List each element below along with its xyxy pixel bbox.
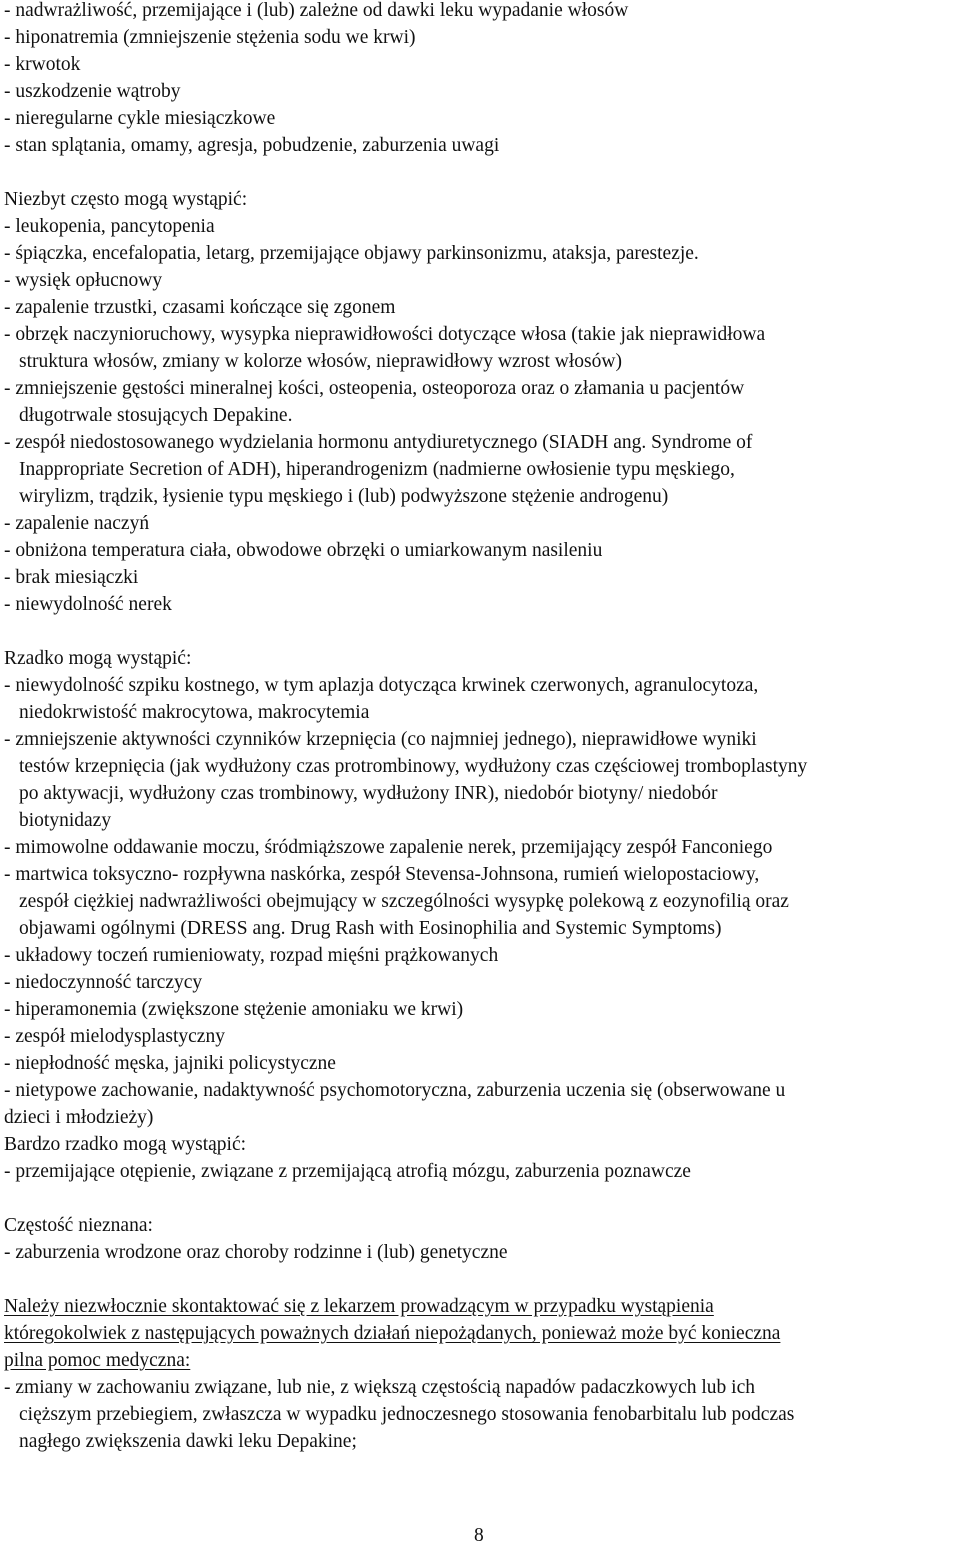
list-item: - zespół niedostosowanego wydzielania hormonu antydiuretycznego (SIADH ang. Syndrome of — [4, 432, 753, 453]
list-item: - śpiączka, encefalopatia, letarg, przemijające objawy parkinsonizmu, ataksja, parestezje. — [4, 243, 699, 264]
list-item-continuation: testów krzepnięcia (jak wydłużony czas protrombinowy, wydłużony czas częściowej tromboplastyny — [19, 756, 808, 777]
list-item: - hiperamonemia (zwiększone stężenie amoniaku we krwi) — [4, 999, 464, 1020]
list-item-continuation: długotrwale stosujących Depakine. — [19, 405, 293, 426]
list-item: - nietypowe zachowanie, nadaktywność psychomotoryczna, zaburzenia uczenia się (obserwowane u — [4, 1080, 786, 1101]
list-item-continuation: dzieci i młodzieży) — [4, 1107, 154, 1128]
list-item: - zespół mielodysplastyczny — [4, 1026, 225, 1047]
section-heading-rare: Rzadko mogą wystąpić: — [4, 648, 192, 669]
list-item: - wysięk opłucnowy — [4, 270, 163, 291]
warning-text: pilna pomoc medyczna: — [4, 1350, 191, 1371]
list-item: - zapalenie trzustki, czasami kończące się zgonem — [4, 297, 396, 318]
warning-text: któregokolwiek z następujących poważnych działań niepożądanych, ponieważ może być konieczna — [4, 1323, 781, 1344]
list-item-continuation: wirylizm, trądzik, łysienie typu męskiego i (lub) podwyższone stężenie androgenu) — [19, 486, 669, 507]
list-item: - niewydolność szpiku kostnego, w tym aplazja dotycząca krwinek czerwonych, agranulocytoza, — [4, 675, 759, 696]
list-item: - martwica toksyczno- rozpływna naskórka, zespół Stevensa-Johnsona, rumień wielopostaciowy, — [4, 864, 760, 885]
list-item-continuation: zespół ciężkiej nadwrażliwości obejmujący w szczególności wysypkę polekową z eozynofilią oraz — [19, 891, 789, 912]
list-item: - przemijające otępienie, związane z przemijającą atrofią mózgu, zaburzenia poznawcze — [4, 1161, 691, 1182]
list-item: - leukopenia, pancytopenia — [4, 216, 215, 237]
list-item-continuation: Inappropriate Secretion of ADH), hiperandrogenizm (nadmierne owłosienie typu męskiego, — [19, 459, 735, 480]
list-item: - nieregularne cykle miesiączkowe — [4, 108, 276, 129]
section-heading-very-rare: Bardzo rzadko mogą wystąpić: — [4, 1134, 247, 1155]
list-item: - hiponatremia (zmniejszenie stężenia sodu we krwi) — [4, 27, 416, 48]
section-heading-unknown: Częstość nieznana: — [4, 1215, 153, 1236]
list-item: - zaburzenia wrodzone oraz choroby rodzinne i (lub) genetyczne — [4, 1242, 508, 1263]
list-item: - uszkodzenie wątroby — [4, 81, 181, 102]
list-item: - brak miesiączki — [4, 567, 139, 588]
list-item: - stan splątania, omamy, agresja, pobudzenie, zaburzenia uwagi — [4, 135, 500, 156]
list-item: - niepłodność męska, jajniki policystyczne — [4, 1053, 336, 1074]
list-item: - zmniejszenie gęstości mineralnej kości, osteopenia, osteoporoza oraz o złamania u pacjentów — [4, 378, 745, 399]
list-item-continuation: niedokrwistość makrocytowa, makrocytemia — [19, 702, 370, 723]
list-item: - układowy toczeń rumieniowaty, rozpad mięśni prążkowanych — [4, 945, 499, 966]
list-item-continuation: struktura włosów, zmiany w kolorze włosów, nieprawidłowy wzrost włosów) — [19, 351, 622, 372]
list-item: - obniżona temperatura ciała, obwodowe obrzęki o umiarkowanym nasileniu — [4, 540, 603, 561]
list-item: - krwotok — [4, 54, 81, 75]
section-heading-uncommon: Niezbyt często mogą wystąpić: — [4, 189, 248, 210]
list-item: - nadwrażliwość, przemijające i (lub) zależne od dawki leku wypadanie włosów — [4, 0, 629, 21]
list-item: - mimowolne oddawanie moczu, śródmiąższowe zapalenie nerek, przemijający zespół Fanconiego — [4, 837, 773, 858]
list-item-continuation: cięższym przebiegiem, zwłaszcza w wypadku jednoczesnego stosowania fenobarbitalu lub podczas — [19, 1404, 795, 1425]
list-item-continuation: objawami ogólnymi (DRESS ang. Drug Rash with Eosinophilia and Systemic Symptoms) — [19, 918, 722, 939]
page-number: 8 — [474, 1525, 484, 1546]
list-item: - niewydolność nerek — [4, 594, 172, 615]
list-item: - zmniejszenie aktywności czynników krzepnięcia (co najmniej jednego), nieprawidłowe wyniki — [4, 729, 757, 750]
list-item-continuation: po aktywacji, wydłużony czas trombinowy, wydłużony INR), niedobór biotyny/ niedobór — [19, 783, 718, 804]
list-item: - zmiany w zachowaniu związane, lub nie, z większą częstością napadów padaczkowych lub ich — [4, 1377, 755, 1398]
warning-text: Należy niezwłocznie skontaktować się z lekarzem prowadzącym w przypadku wystąpienia — [4, 1296, 714, 1317]
list-item: - niedoczynność tarczycy — [4, 972, 203, 993]
list-item-continuation: nagłego zwiększenia dawki leku Depakine; — [19, 1431, 357, 1452]
list-item: - zapalenie naczyń — [4, 513, 150, 534]
list-item: - obrzęk naczynioruchowy, wysypka nieprawidłowości dotyczące włosa (takie jak nieprawidłowa — [4, 324, 766, 345]
list-item-continuation: biotynidazy — [19, 810, 112, 831]
